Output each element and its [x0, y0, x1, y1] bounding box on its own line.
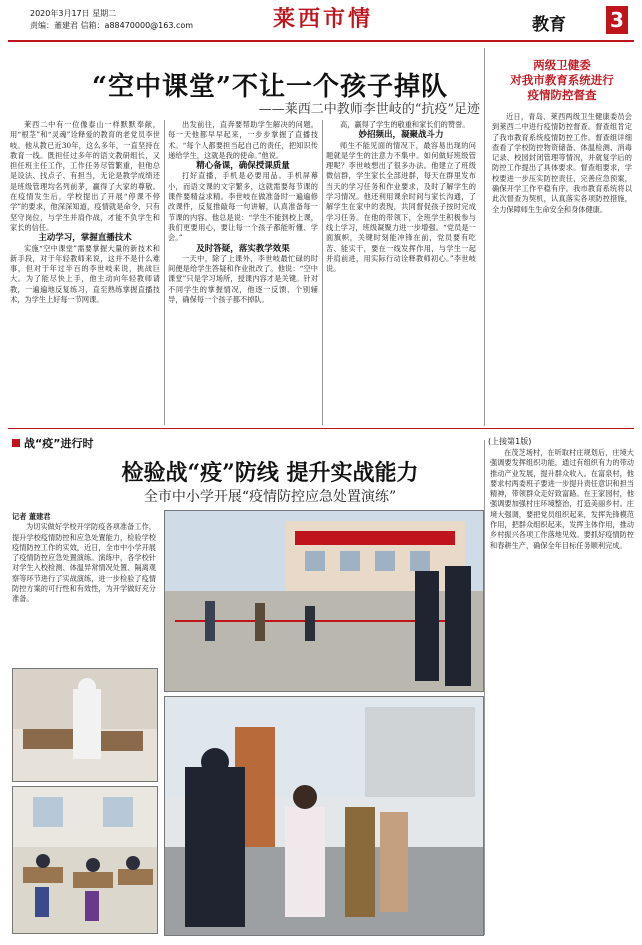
article1-paragraph: 莱西二中有一位像泰山一样默默奉献，用“根茎”和“灵魂”诠释爱的教育的老党员李世岐。他从教已近30年，这么多年，一直坚持在教育一线。既担任过多年的语文教研组长，又担任班主任工作，工作任务尽管繁重，但他总是设法、找点子、有担当，无论是教学成绩还是班级管理均名列前茅，赢得了大家的尊敬。在疫情发生后，学校提出了开展“停课不停学”的要求，他深深知道，疫情就是命令，只有坚守岗位，与学生并肩作战，才能不负学生和家长的信任。	[10, 120, 160, 232]
section-label	[12, 435, 93, 451]
article1-column-1	[10, 120, 160, 425]
classroom-photo-svg	[13, 669, 157, 781]
article1-subtitle: ——莱西二中教师李世岐的“抗疫”足迹	[258, 102, 480, 117]
article1-column-3	[326, 120, 476, 425]
article1-subhead: 及时答疑，落实教学效果	[196, 243, 290, 254]
header-rule	[8, 40, 634, 42]
article2-author: 记者 董建君	[12, 512, 51, 521]
article1-paragraph: 一天中，除了上课外，李世岐最忙碌的时间便是给学生答疑和作业批改了。他说：“空中课堂”只是学习场所，授课内容才是关键。针对不同学生的掌握情况，他逐一反馈、个别辅导，确保每一个孩子都不掉队。	[168, 253, 318, 305]
classroom-disinfection-photo	[12, 668, 158, 782]
article1-paragraph: 出发前往，直奔要帮助学生解决的问题。每一天他都早早起来，一步步掌握了直播技术。“每个人都要担当起自己的责任，把知识传递给学生，这就是我的使命。”他说。	[168, 120, 318, 160]
editor-line: 责编：董建君 信箱：a88470000@163.com	[30, 21, 194, 30]
article1-paragraph: 高，赢得了学生的敬重和家长们的赞誉。	[340, 120, 470, 129]
sidebar-paragraph: 近日，青岛、莱西两级卫生健康委员会到莱西二中进行疫情防控督查。督查组肯定了我市教育系统疫情防控工作。督查组详细查看了学校防控物资储备、体温检测、消毒记录、校园封闭管理等情况，并就复学后的防控工作提出了具体要求。督查组要求，学校要进一步压实防控责任，完善应急预案，确保开学工作平稳有序。我市教育系统将以此次督查为契机，认真落实各项防控措施，全力保障师生生命安全和身体健康。	[492, 112, 632, 214]
article2-title: 检验战“疫”防线 提升实战能力	[121, 460, 419, 486]
article1-subhead: 妙招频出，凝聚战斗力	[358, 130, 444, 141]
article2-subtitle: 全市中小学开展“疫情防控应急处置演练”	[143, 489, 397, 505]
newspaper-brand: 莱西市情	[272, 6, 373, 32]
article1-paragraph: 打好直播，手机是必要用品。手机屏幕小，而语文课的文字繁多，这就需要每节课的课件要精益求精。李世岐在做准备时一遍遍修改课件，反复推敲每一句讲解，认真准备每一节课的内容。他总是说：“学生不能到校上课，我们更要用心，要让每一个孩子都能听懂、学会。”	[168, 171, 318, 243]
sidebar-divider	[484, 48, 485, 426]
continued-label: (上接第1版)	[488, 437, 532, 446]
column-divider	[484, 440, 485, 935]
article2-column	[12, 512, 156, 662]
students-photo-svg	[13, 787, 157, 933]
sidebar-column	[492, 112, 632, 424]
article2-paragraph: 为切实做好学校开学防疫各项准备工作，提升学校疫情防控和应急处置能力，检验学校疫情防控工作的实效，近日，全市中小学开展了疫情防控应急处置演练。演练中，各学校针对学生入校检测、体温异常情况处置、隔离观察等环节进行了实战演练，进一步检验了疫情防控方案的可行性和有效性，为开学做好充分准备。	[12, 522, 156, 604]
classroom-students-photo	[12, 786, 158, 934]
article1-paragraph: 实施“空中课堂”需要掌握大量的新技术和新手段，对于年轻教师来说，这并不是什么难事，但对于年过半百的李世岐来说，挑战巨大。为了能尽快上手，他主动向年轻教师请教，一遍遍地反复练习，直至熟练掌握直播技术，为学生上好每一节网课。	[10, 243, 160, 305]
article1-column-2	[168, 120, 318, 425]
page-number: 3	[606, 6, 628, 34]
masthead	[0, 0, 642, 40]
article1-subhead: 主动学习，掌握直播技术	[38, 233, 132, 244]
sidebar-title: 两级卫健委 对我市教育系统进行 疫情防控督查	[510, 58, 614, 102]
temperature-photo-svg	[165, 697, 483, 935]
column-divider	[164, 120, 165, 425]
column-divider	[322, 120, 323, 425]
temperature-check-photo	[164, 696, 484, 936]
section-rule	[8, 428, 634, 429]
section-title: 教育	[532, 15, 566, 35]
continued-paragraph: 在茂芝场村，在听取村庄规划后，庄境大强调要发挥组织功能，通过有组织有力的带动推动产业发展，提升群众收入。在富泉村，他要求村两委班子要进一步提升责任意识和担当精神，带领群众走好致富路。在王家园村，他强调要加强村庄环境整治，打造美丽乡村。庄境大强调，要把党员组织起来，发挥先锋模范作用，把群众组织起来，发挥主体作用，推动乡村振兴各项工作落地见效。要抓好疫情防控和春耕生产，确保全年目标任务顺利完成。	[490, 448, 634, 550]
article1-title: “空中课堂”不让一个孩子掉队	[92, 72, 448, 102]
continued-column	[490, 448, 634, 934]
article1-paragraph: 师生不能见面的情况下，最容易出现的问题就是学生的注意力不集中。如何做好班级管理呢？李世岐想出了很多办法。他建立了班级微信群，学生家长全部进群，每天在群里发布当天的学习任务和作业要求，及时了解学生的学习情况。他还利用课余时间与家长沟通，了解学生在家中的表现，共同督促孩子按时完成学习任务。在他的带领下，全班学生积极参与线上学习，班级凝聚力进一步增强。“党员是一面旗帜，关键时刻能冲锋在前，党员要有吃苦、能实干，要在一线发挥作用，与学生一起并肩前进，用实际行动诠释教师初心。”李世岐说。	[326, 140, 476, 274]
square-bullet-icon	[12, 439, 20, 447]
drill-photo-gate-svg	[165, 511, 483, 691]
section-label-text: 战“疫”进行时	[24, 437, 94, 450]
drill-photo-gate	[164, 510, 484, 692]
article1-subhead: 精心备课，确保授课质量	[196, 161, 290, 172]
issue-date: 2020年3月17日 星期二	[30, 9, 117, 18]
